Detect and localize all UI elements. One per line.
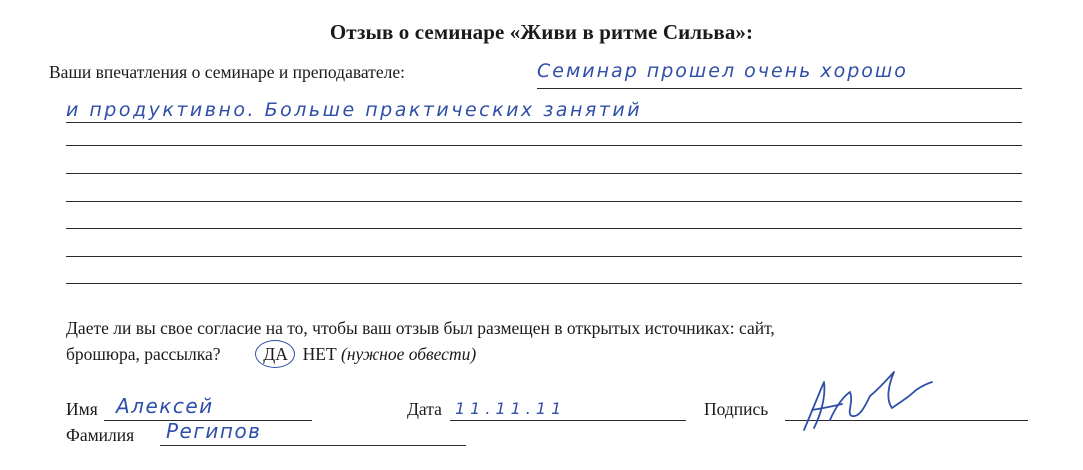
date-line (450, 420, 686, 421)
form-title: Отзыв о семинаре «Живи в ритме Сильва»: (329, 20, 754, 44)
consent-question-line-1: Даете ли вы свое согласие на то, чтобы ваш отзыв был размещен в открытых источниках: сайт, (66, 318, 775, 338)
answer-line-6 (66, 228, 1022, 229)
answer-line-2 (66, 122, 1022, 123)
consent-question-prefix: брошюра, рассылка? (66, 344, 221, 364)
impressions-label: Ваши впечатления о семинаре и преподавателе: (49, 62, 405, 82)
impressions-handwriting-line-1: Семинар прошел очень хорошо (537, 60, 908, 82)
answer-line-5 (66, 201, 1022, 202)
selection-circle (255, 340, 295, 368)
option-note: (нужное обвести) (341, 344, 477, 364)
name-value: Алексей (116, 394, 214, 418)
answer-line-8 (66, 283, 1022, 284)
surname-label: Фамилия (66, 425, 135, 445)
answer-line-3 (66, 145, 1022, 146)
consent-question-line-2 (66, 344, 476, 365)
option-no[interactable]: НЕТ (302, 344, 337, 364)
surname-value: Регипов (166, 419, 262, 443)
handwritten-signature (790, 368, 940, 438)
answer-line-7 (66, 256, 1022, 257)
answer-line-1 (537, 88, 1022, 89)
date-value: 11.11.11 (455, 399, 567, 418)
name-label: Имя (66, 399, 98, 419)
answer-line-4 (66, 173, 1022, 174)
signature-label: Подпись (704, 399, 769, 419)
surname-line (160, 445, 466, 446)
impressions-handwriting-line-2: и продуктивно. Больше практических занятий (66, 99, 643, 121)
date-label: Дата (407, 399, 442, 419)
option-yes[interactable]: ДА (263, 344, 288, 365)
